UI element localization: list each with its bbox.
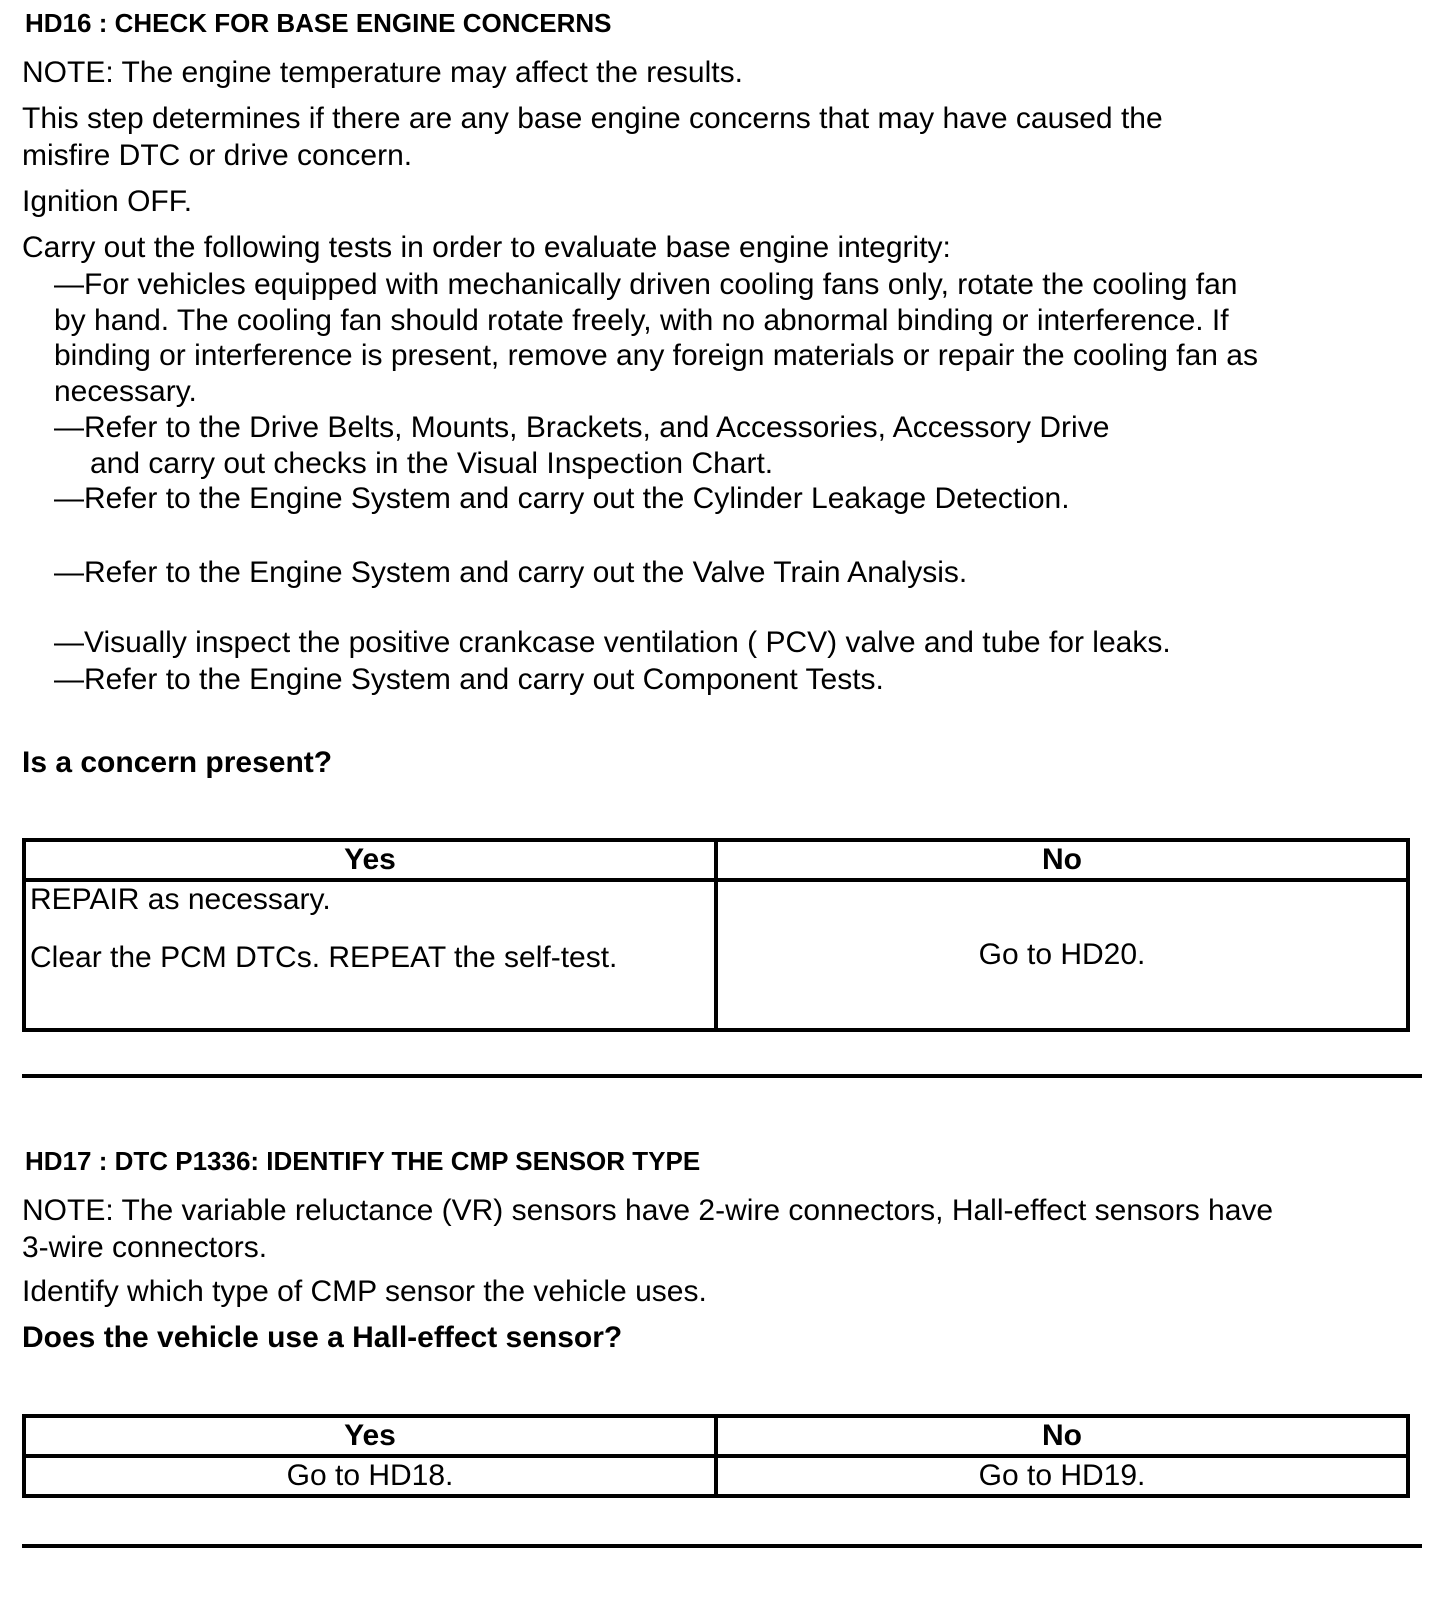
table-row — [24, 880, 1408, 1030]
hd17-decision-table — [22, 1414, 1410, 1498]
no-action: Go to HD20. — [978, 938, 1146, 971]
hd17-question: Does the vehicle use a Hall-effect sensor? — [22, 1321, 623, 1354]
yes-cell — [24, 1456, 716, 1496]
table-header-row — [24, 840, 1408, 880]
table-header-row — [24, 1416, 1408, 1456]
bullet-valve-train: —Refer to the Engine System and carry out the Valve Train Analysis. — [54, 556, 968, 589]
hd16-step-line-1: This step determines if there are any base engine concerns that may have caused the — [22, 102, 1163, 135]
hd16-note: NOTE: The engine temperature may affect the results. — [22, 56, 743, 89]
no-cell — [716, 880, 1408, 1030]
bullet-drive-belts-line-1: —Refer to the Drive Belts, Mounts, Brackets, and Accessories, Accessory Drive — [54, 411, 1110, 444]
bullet-cooling-fan-line-4: necessary. — [54, 375, 197, 408]
bullet-component-tests: —Refer to the Engine System and carry out Component Tests. — [54, 663, 884, 696]
section-divider — [22, 1544, 1422, 1548]
table-row — [24, 1456, 1408, 1496]
cell-spacer — [30, 918, 710, 940]
yes-header: Yes — [24, 840, 716, 880]
no-action: Go to HD19. — [978, 1459, 1146, 1492]
bullet-drive-belts-line-2: and carry out checks in the Visual Inspection Chart. — [90, 447, 774, 480]
hd16-step-line-2: misfire DTC or drive concern. — [22, 139, 413, 172]
bullet-pcv-valve: —Visually inspect the positive crankcase ventilation ( PCV) valve and tube for leaks. — [54, 626, 1171, 659]
yes-action-line-1: REPAIR as necessary. — [30, 883, 331, 916]
hd16-heading: HD16 : CHECK FOR BASE ENGINE CONCERNS — [25, 8, 612, 38]
no-header: No — [716, 1416, 1408, 1456]
bullet-cooling-fan-line-3: binding or interference is present, remove any foreign materials or repair the cooling fan as — [54, 339, 1258, 372]
hd16-ignition: Ignition OFF. — [22, 185, 193, 218]
hd16-decision-table — [22, 838, 1410, 1032]
hd17-identify: Identify which type of CMP sensor the vehicle uses. — [22, 1275, 707, 1308]
yes-action: Go to HD18. — [286, 1459, 454, 1492]
no-header: No — [716, 840, 1408, 880]
hd17-note-line-1: NOTE: The variable reluctance (VR) sensors have 2-wire connectors, Hall-effect sensors have — [22, 1194, 1274, 1227]
bullet-cylinder-leakage: —Refer to the Engine System and carry out the Cylinder Leakage Detection. — [54, 482, 1070, 515]
hd17-heading: HD17 : DTC P1336: IDENTIFY THE CMP SENSOR TYPE — [25, 1146, 701, 1176]
yes-header: Yes — [24, 1416, 716, 1456]
hd16-question: Is a concern present? — [22, 746, 333, 779]
hd16-intro: Carry out the following tests in order to evaluate base engine integrity: — [22, 231, 951, 264]
section-divider — [22, 1074, 1422, 1078]
bullet-cooling-fan-line-1: —For vehicles equipped with mechanically driven cooling fans only, rotate the cooling fan — [54, 268, 1238, 301]
no-cell — [716, 1456, 1408, 1496]
yes-cell — [24, 880, 716, 1030]
hd17-note-line-2: 3-wire connectors. — [22, 1231, 268, 1264]
yes-action-line-2: Clear the PCM DTCs. REPEAT the self-test. — [30, 941, 618, 974]
bullet-cooling-fan-line-2: by hand. The cooling fan should rotate freely, with no abnormal binding or interference. If — [54, 304, 1229, 337]
